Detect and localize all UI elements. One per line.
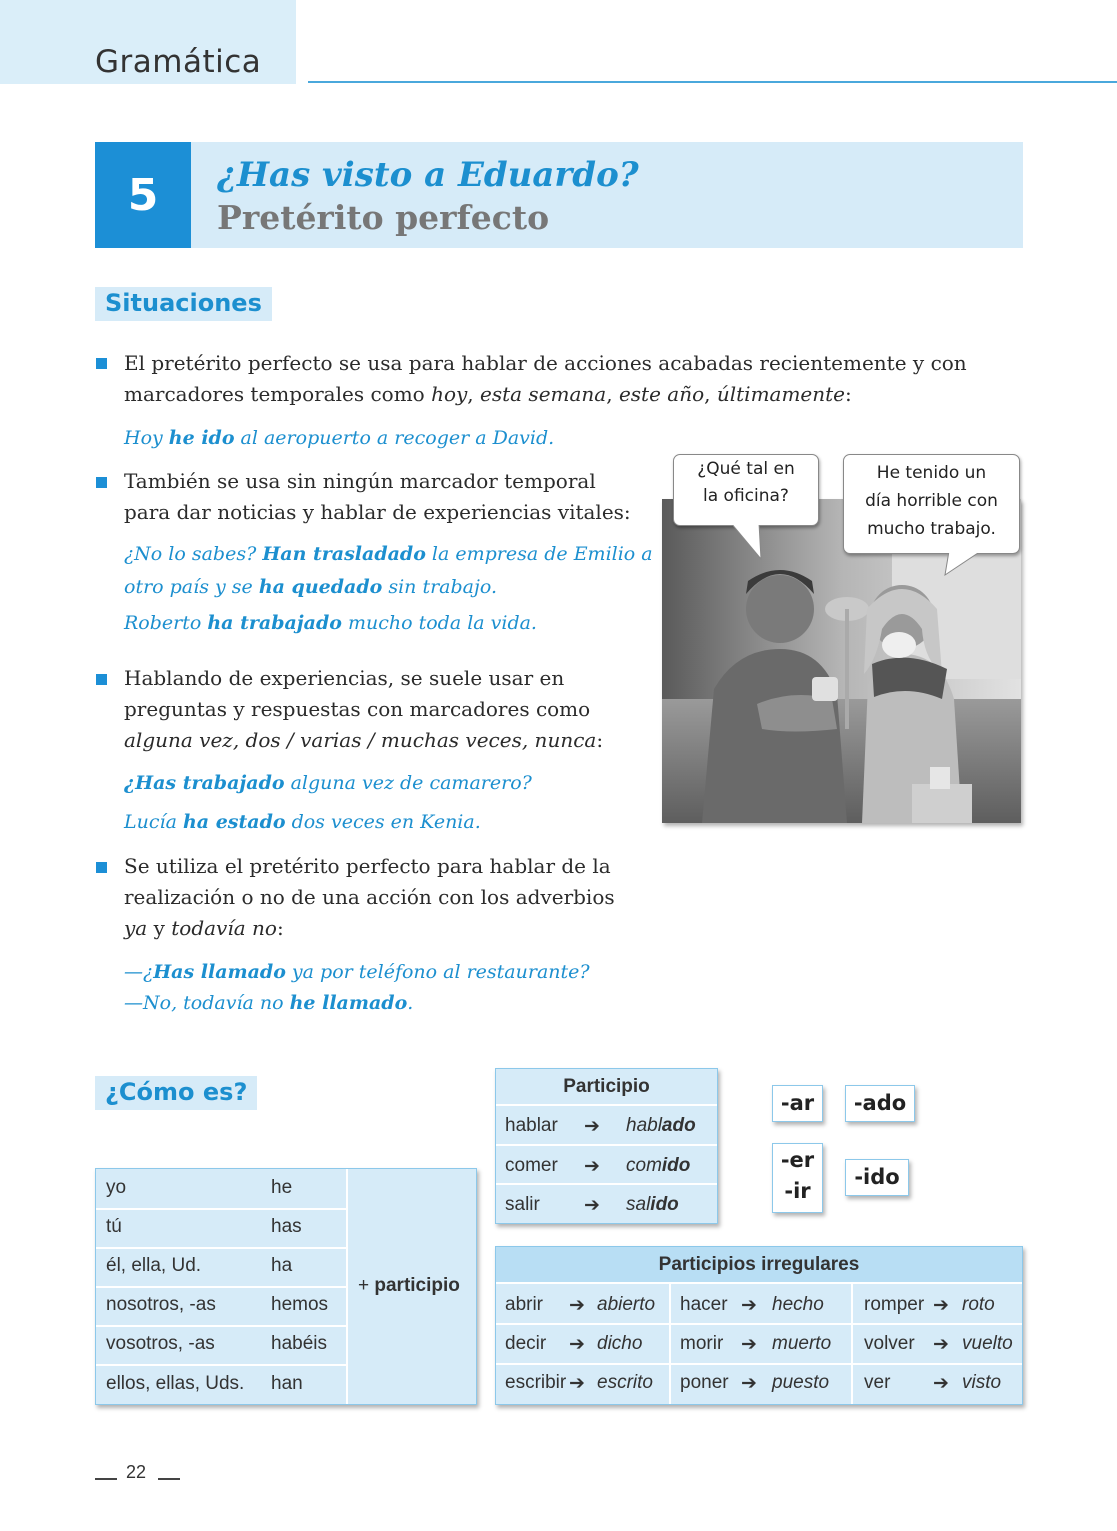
participle-cell: vuelto <box>962 1333 1013 1354</box>
example-5: Lucía ha estado dos veces en Kenia. <box>124 811 481 833</box>
participio-title: Participio <box>563 1076 650 1097</box>
infinitive-cell: ver <box>864 1372 891 1393</box>
infinitive-cell: romper <box>864 1294 925 1315</box>
bullet-2-text: También se usa sin ningún marcador temporal para dar noticias y hablar de experiencias vitales: <box>124 469 631 524</box>
haber-conjugation-table <box>95 1168 477 1405</box>
unit-subtitle: Pretérito perfecto <box>217 198 550 237</box>
plus-participio: + participio <box>358 1275 460 1296</box>
participle-cell: salido <box>626 1194 679 1215</box>
pronoun-cell: él, ella, Ud. <box>106 1255 202 1276</box>
arrow-icon: ➔ <box>569 1373 585 1394</box>
irregular-participles-table <box>495 1246 1023 1405</box>
como-es-heading: ¿Cómo es? <box>95 1076 257 1110</box>
arrow-icon: ➔ <box>741 1373 757 1394</box>
participle-cell: escrito <box>597 1372 653 1393</box>
infinitive-cell: escribir <box>505 1372 567 1393</box>
pronoun-cell: nosotros, -as <box>106 1294 216 1315</box>
participio-table <box>495 1068 718 1224</box>
ending-ar: -ar <box>772 1085 823 1122</box>
irregulares-title: Participios irregulares <box>658 1254 860 1275</box>
infinitive-cell: hablar <box>505 1115 558 1136</box>
bullet-icon <box>96 358 107 369</box>
infinitive-cell: salir <box>505 1194 540 1215</box>
unit-number: 5 <box>95 142 191 248</box>
participle-cell: comido <box>626 1155 691 1176</box>
infinitive-cell: decir <box>505 1333 547 1354</box>
row-divider <box>496 1363 1022 1365</box>
column-divider <box>669 1284 671 1404</box>
speech-bubble-right-text: He tenido un día horrible con mucho trabajo. <box>843 454 1020 554</box>
pronoun-cell: vosotros, -as <box>106 1333 215 1354</box>
arrow-icon: ➔ <box>741 1334 757 1355</box>
participle-cell: dicho <box>597 1333 643 1354</box>
speech-bubble-right <box>843 454 1020 554</box>
footer-rule-left <box>95 1478 117 1480</box>
example-3: Roberto ha trabajado mucho toda la vida. <box>124 612 537 634</box>
ending-er-ir: -er -ir <box>772 1143 823 1213</box>
ending-ido: -ido <box>845 1159 909 1196</box>
verb-cell: han <box>271 1373 303 1394</box>
row-divider <box>96 1208 346 1210</box>
bullet-icon <box>96 477 107 488</box>
row-divider <box>96 1286 346 1288</box>
header-rule <box>308 81 1117 83</box>
infinitive-cell: poner <box>680 1372 729 1393</box>
example-7: —No, todavía no he llamado. <box>124 992 414 1014</box>
bullet-icon <box>96 862 107 873</box>
arrow-icon: ➔ <box>584 1156 600 1177</box>
bullet-4-text: Se utiliza el pretérito perfecto para hablar de la realización o no de una acción con los adverbios ya y todavía no: <box>124 854 615 940</box>
verb-cell: has <box>271 1216 302 1237</box>
row-divider <box>496 1282 1022 1284</box>
speech-bubble-left-text: ¿Qué tal en la oficina? <box>673 454 819 526</box>
verb-cell: ha <box>271 1255 293 1276</box>
row-divider <box>496 1104 717 1106</box>
verb-cell: hemos <box>271 1294 329 1315</box>
row-divider <box>96 1247 346 1249</box>
footer-rule-right <box>158 1478 180 1480</box>
bullet-3-text: Hablando de experiencias, se suele usar en preguntas y respuestas con marcadores como alguna vez, dos / varias / muchas veces, nunca: <box>124 666 604 752</box>
example-2: ¿No lo sabes? Han trasladado la empresa de Emilio a otro país y se ha quedado sin trabajo. <box>124 543 653 598</box>
participle-cell: roto <box>962 1294 995 1315</box>
infinitive-cell: abrir <box>505 1294 544 1315</box>
participle-cell: hablado <box>626 1115 696 1136</box>
bullet-icon <box>96 674 107 685</box>
example-6: —¿Has llamado ya por teléfono al restaurante? <box>124 961 590 983</box>
infinitive-cell: volver <box>864 1333 915 1354</box>
pronoun-cell: yo <box>106 1177 127 1198</box>
example-1: Hoy he ido al aeropuerto a recoger a David. <box>124 427 555 449</box>
participle-cell: muerto <box>772 1333 832 1354</box>
row-divider <box>96 1364 346 1366</box>
pronoun-cell: ellos, ellas, Uds. <box>106 1373 245 1394</box>
participle-cell: puesto <box>772 1372 830 1393</box>
bubble-tail-icon <box>727 523 767 563</box>
situaciones-heading: Situaciones <box>95 287 272 321</box>
verb-cell: he <box>271 1177 293 1198</box>
section-title: Gramática <box>95 44 262 80</box>
arrow-icon: ➔ <box>741 1295 757 1316</box>
bubble-tail-icon <box>939 551 989 581</box>
row-divider <box>496 1323 1022 1325</box>
verb-cell: habéis <box>271 1333 327 1354</box>
row-divider <box>96 1325 346 1327</box>
speech-bubble-left <box>673 454 819 526</box>
participle-cell: abierto <box>597 1294 656 1315</box>
arrow-icon: ➔ <box>933 1334 949 1355</box>
row-divider <box>496 1144 717 1146</box>
infinitive-cell: hacer <box>680 1294 728 1315</box>
bullet-1-text: El pretérito perfecto se usa para hablar de acciones acabadas recientemente y con marcadores temporales como hoy, esta semana, este año, últimamente: <box>124 351 967 406</box>
participle-cell: hecho <box>772 1294 824 1315</box>
arrow-icon: ➔ <box>569 1334 585 1355</box>
column-divider <box>346 1169 348 1404</box>
arrow-icon: ➔ <box>569 1295 585 1316</box>
example-4: ¿Has trabajado alguna vez de camarero? <box>124 772 532 794</box>
participle-cell: visto <box>962 1372 1002 1393</box>
infinitive-cell: comer <box>505 1155 558 1176</box>
row-divider <box>496 1183 717 1185</box>
arrow-icon: ➔ <box>933 1295 949 1316</box>
page-number: 22 <box>126 1462 147 1482</box>
infinitive-cell: morir <box>680 1333 724 1354</box>
arrow-icon: ➔ <box>933 1373 949 1394</box>
column-divider <box>851 1284 853 1404</box>
arrow-icon: ➔ <box>584 1116 600 1137</box>
pronoun-cell: tú <box>106 1216 122 1237</box>
arrow-icon: ➔ <box>584 1195 600 1216</box>
ending-ado: -ado <box>845 1085 915 1122</box>
unit-title: ¿Has visto a Eduardo? <box>217 155 639 195</box>
